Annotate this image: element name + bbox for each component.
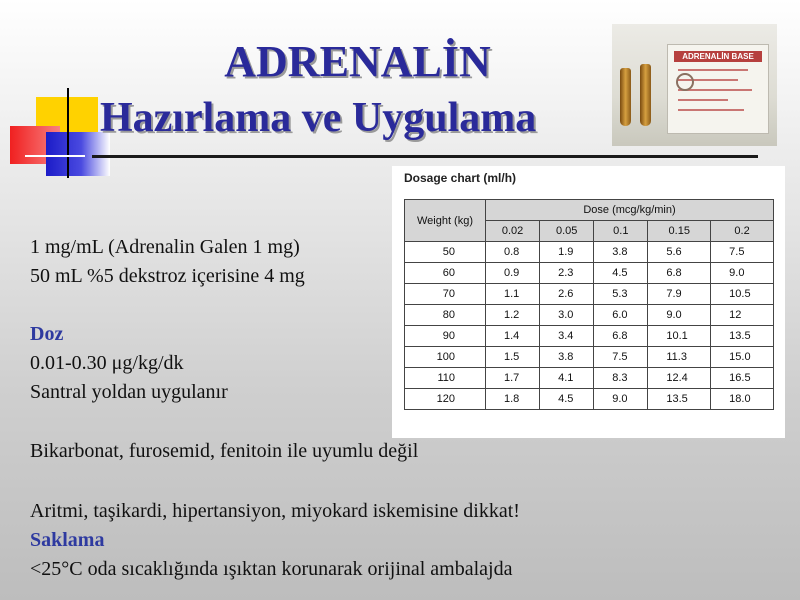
table-row: [405, 263, 774, 284]
prep-line-2: 50 mL %5 dekstroz içerisine 4 mg: [30, 265, 305, 287]
weight-cell: 70: [405, 284, 486, 305]
dose-cell: 11.3: [648, 347, 711, 368]
product-box: [667, 44, 769, 134]
dose-cell: 15.0: [711, 347, 774, 368]
dose-cell: 1.1: [486, 284, 540, 305]
dose-cell: 3.0: [540, 305, 594, 326]
dose-cell: 2.3: [540, 263, 594, 284]
product-logo-icon: [676, 73, 694, 91]
deco-vertical-line: [67, 88, 69, 178]
table-row: [405, 389, 774, 410]
weight-cell: 80: [405, 305, 486, 326]
weight-cell: 90: [405, 326, 486, 347]
dose-cell: 3.4: [540, 326, 594, 347]
dose-heading: Doz: [30, 323, 64, 345]
ampoule-icon: [620, 68, 631, 126]
dose-cell: 10.5: [711, 284, 774, 305]
product-box-label: ADRENALİN BASE: [674, 51, 762, 62]
dose-column-header: 0.05: [540, 221, 594, 242]
dose-cell: 0.8: [486, 242, 540, 263]
dose-cell: 3.8: [594, 242, 648, 263]
dose-cell: 5.6: [648, 242, 711, 263]
dosage-table: [404, 199, 774, 410]
dose-cell: 7.9: [648, 284, 711, 305]
dose-cell: 13.5: [648, 389, 711, 410]
dose-column-header: 0.1: [594, 221, 648, 242]
dose-cell: 13.5: [711, 326, 774, 347]
dose-cell: 12: [711, 305, 774, 326]
weight-cell: 50: [405, 242, 486, 263]
dose-cell: 9.0: [594, 389, 648, 410]
table-row: [405, 284, 774, 305]
incompatibility-text: Bikarbonat, furosemid, fenitoin ile uyumlu değil: [30, 440, 419, 462]
dose-cell: 4.1: [540, 368, 594, 389]
title-divider: [92, 155, 758, 158]
dose-cell: 6.8: [594, 326, 648, 347]
slide-title: ADRENALİN: [224, 37, 491, 86]
dosage-chart: [392, 166, 785, 438]
table-row: [405, 347, 774, 368]
table-row: [405, 242, 774, 263]
weight-cell: 100: [405, 347, 486, 368]
prep-line-1: 1 mg/mL (Adrenalin Galen 1 mg): [30, 236, 300, 258]
weight-column-header: Weight (kg): [405, 200, 486, 242]
dose-cell: 5.3: [594, 284, 648, 305]
dose-column-header: 0.02: [486, 221, 540, 242]
dose-cell: 9.0: [711, 263, 774, 284]
table-row: [405, 305, 774, 326]
dose-line-2: Santral yoldan uygulanır: [30, 381, 228, 403]
dose-cell: 4.5: [540, 389, 594, 410]
dose-cell: 1.9: [540, 242, 594, 263]
dose-cell: 10.1: [648, 326, 711, 347]
deco-horizontal-line: [25, 155, 85, 157]
dose-cell: 6.0: [594, 305, 648, 326]
storage-heading: Saklama: [30, 529, 105, 551]
dose-column-header: 0.15: [648, 221, 711, 242]
dose-cell: 1.2: [486, 305, 540, 326]
warning-text: Aritmi, taşikardi, hipertansiyon, miyokard iskemisine dikkat!: [30, 500, 520, 522]
dose-cell: 9.0: [648, 305, 711, 326]
ampoule-icon: [640, 64, 651, 126]
dose-cell: 1.4: [486, 326, 540, 347]
dose-cell: 6.8: [648, 263, 711, 284]
weight-cell: 120: [405, 389, 486, 410]
dose-cell: 3.8: [540, 347, 594, 368]
dose-cell: 4.5: [594, 263, 648, 284]
dose-cell: 0.9: [486, 263, 540, 284]
weight-cell: 110: [405, 368, 486, 389]
weight-cell: 60: [405, 263, 486, 284]
dose-cell: 8.3: [594, 368, 648, 389]
dosage-chart-title: Dosage chart (ml/h): [404, 171, 517, 185]
dose-group-header: Dose (mcg/kg/min): [486, 200, 774, 221]
dose-cell: 1.7: [486, 368, 540, 389]
dose-cell: 1.5: [486, 347, 540, 368]
product-photo: [612, 24, 777, 146]
storage-text: <25°C oda sıcaklığında ışıktan korunarak orijinal ambalajda: [30, 558, 513, 580]
table-row: [405, 326, 774, 347]
dose-cell: 2.6: [540, 284, 594, 305]
dose-cell: 16.5: [711, 368, 774, 389]
slide-subtitle: Hazırlama ve Uygulama: [100, 95, 537, 141]
dose-column-header: 0.2: [711, 221, 774, 242]
dose-cell: 18.0: [711, 389, 774, 410]
dose-cell: 7.5: [711, 242, 774, 263]
dose-cell: 1.8: [486, 389, 540, 410]
table-row: [405, 368, 774, 389]
dose-cell: 12.4: [648, 368, 711, 389]
dose-cell: 7.5: [594, 347, 648, 368]
dose-line-1: 0.01-0.30 μg/kg/dk: [30, 352, 184, 374]
